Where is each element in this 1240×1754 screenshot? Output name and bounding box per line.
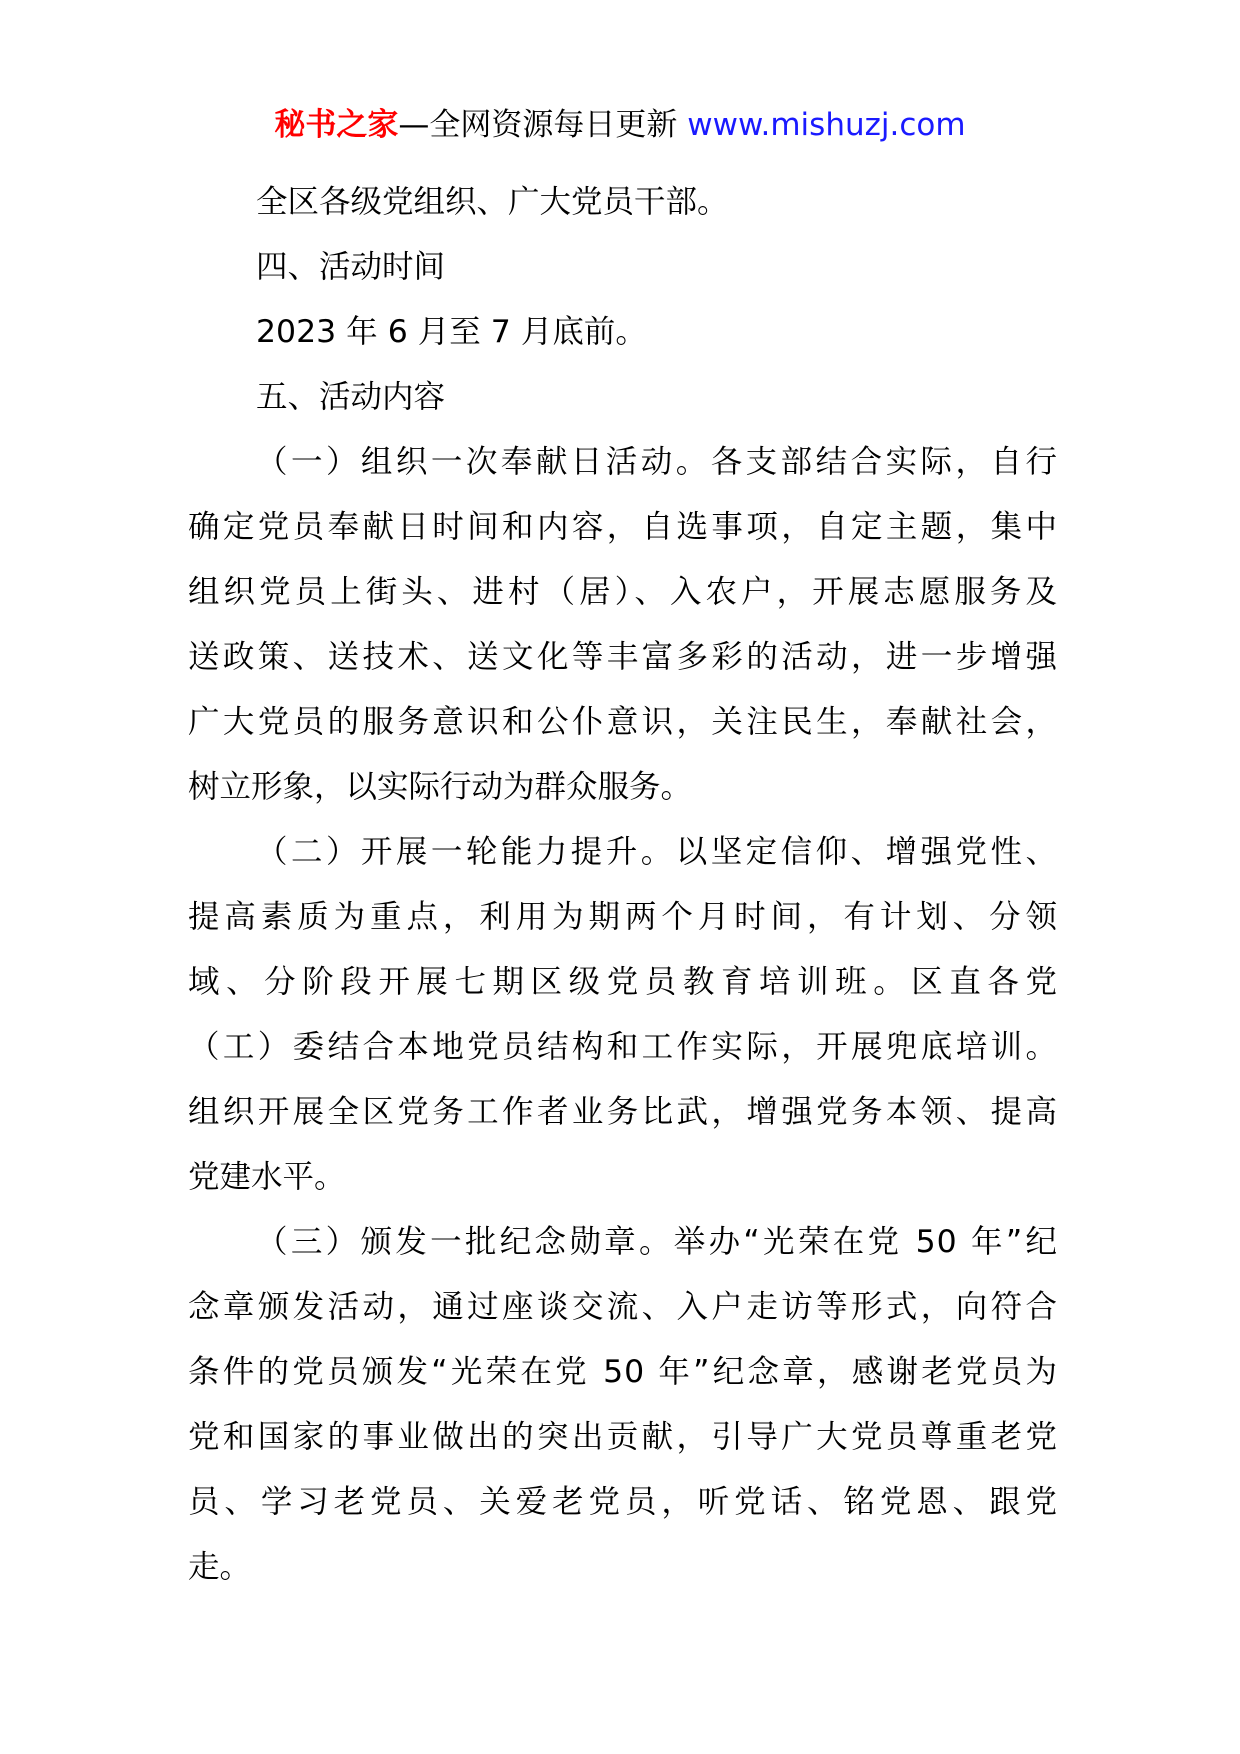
paragraph-line: 党建水平。 [188,1159,346,1195]
site-url-link[interactable]: www.mishuzj.com [687,107,966,143]
paragraph-line: 确定党员奉献日时间和内容，自选事项，自定主题，集中 [188,509,1058,545]
paragraph-line: 条件的党员颁发“光荣在党 50 年”纪念章，感谢老党员为 [188,1354,1058,1390]
paragraph-line: 全区各级党组织、广大党员干部。 [256,184,729,220]
paragraph-line: （一）组织一次奉献日活动。各支部结合实际，自行 [256,444,1058,480]
brand-name: 秘书之家 [274,107,399,143]
document-body [188,170,1058,1600]
section-heading-time: 四、活动时间 [256,249,446,285]
paragraph-line: （工）委结合本地党员结构和工作实际，开展兜底培训。 [188,1029,1058,1065]
paragraph-line: 走。 [188,1549,252,1585]
paragraph-line: （三）颁发一批纪念勋章。举办“光荣在党 50 年”纪 [256,1224,1058,1260]
paragraph-line: 域、分阶段开展七期区级党员教育培训班。区直各党 [188,964,1058,1000]
banner-tagline: —全网资源每日更新 [398,107,688,143]
section-heading-content: 五、活动内容 [256,379,446,415]
paragraph-line: 员、学习老党员、关爱老党员，听党话、铭党恩、跟党 [188,1484,1058,1520]
paragraph-line: 组织党员上街头、进村（居）、入农户，开展志愿服务及 [188,574,1058,610]
paragraph-line: 2023 年 6 月至 7 月底前。 [256,314,647,350]
paragraph-line: 念章颁发活动，通过座谈交流、入户走访等形式，向符合 [188,1289,1058,1325]
paragraph-line: 党和国家的事业做出的突出贡献，引导广大党员尊重老党 [188,1419,1058,1455]
paragraph-line: 树立形象，以实际行动为群众服务。 [188,769,693,805]
paragraph-line: （二）开展一轮能力提升。以坚定信仰、增强党性、 [256,834,1058,870]
paragraph-line: 送政策、送技术、送文化等丰富多彩的活动，进一步增强 [188,639,1058,675]
paragraph-line: 广大党员的服务意识和公仆意识，关注民生，奉献社会， [188,704,1058,740]
site-banner [0,103,1240,147]
paragraph-line: 组织开展全区党务工作者业务比武，增强党务本领、提高 [188,1094,1058,1130]
paragraph-line: 提高素质为重点，利用为期两个月时间，有计划、分领 [188,899,1058,935]
